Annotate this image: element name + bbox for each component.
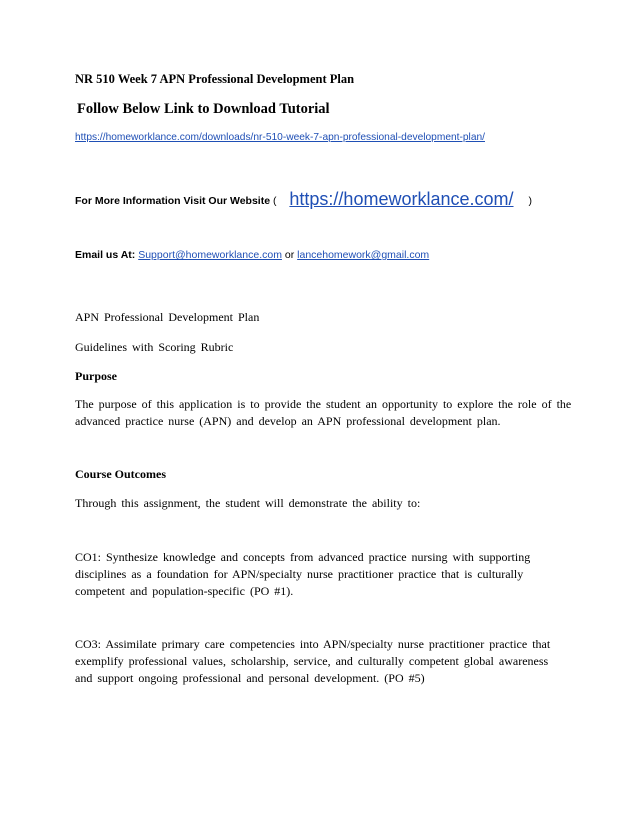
co3-line-3: and support ongoing professional and personal development. (PO #5) xyxy=(75,671,425,685)
visit-open-paren: ( xyxy=(272,195,277,207)
outcomes-heading: Course Outcomes xyxy=(75,467,166,481)
co1-line-1: CO1: Synthesize knowledge and concepts from advanced practice nursing with supporting xyxy=(75,550,531,564)
website-link[interactable]: https://homeworklance.com/ xyxy=(289,189,514,209)
co3-line-1: CO3: Assimilate primary care competencies into APN/specialty nurse practitioner practice that xyxy=(75,637,551,651)
co3-paragraph xyxy=(75,636,550,687)
email-label: Email us At: xyxy=(75,249,136,261)
support-email-link[interactable]: Support@homeworklance.com xyxy=(138,249,282,261)
co3-line-2: exemplify professional values, scholarship, service, and culturally competent global awareness xyxy=(75,654,549,668)
purpose-line-2: advanced practice nurse (APN) and develop an APN professional development plan. xyxy=(75,414,501,428)
co1-line-3: competent and population-specific (PO #1). xyxy=(75,584,294,598)
guidelines-line: Guidelines with Scoring Rubric xyxy=(75,340,234,354)
purpose-heading: Purpose xyxy=(75,369,117,383)
plan-title: APN Professional Development Plan xyxy=(75,310,260,324)
document-title: NR 510 Week 7 APN Professional Development Plan xyxy=(75,72,355,86)
download-link[interactable]: https://homeworklance.com/downloads/nr-510-week-7-apn-professional-development-plan/ xyxy=(75,132,485,143)
purpose-paragraph xyxy=(75,396,571,430)
visit-close-paren: ) xyxy=(528,195,532,207)
secondary-email-link[interactable]: lancehomework@gmail.com xyxy=(297,249,430,261)
visit-website-line xyxy=(75,188,532,209)
email-line xyxy=(75,249,429,261)
outcomes-intro: Through this assignment, the student will demonstrate the ability to: xyxy=(75,496,421,510)
purpose-line-1: The purpose of this application is to provide the student an opportunity to explore the role of the xyxy=(75,397,572,411)
co1-line-2: disciplines as a foundation for APN/specialty nurse practitioner practice that is culturally xyxy=(75,567,524,581)
co1-paragraph xyxy=(75,549,530,600)
email-or: or xyxy=(284,249,295,261)
visit-label: For More Information Visit Our Website xyxy=(75,195,271,207)
download-heading: Follow Below Link to Download Tutorial xyxy=(77,101,330,117)
